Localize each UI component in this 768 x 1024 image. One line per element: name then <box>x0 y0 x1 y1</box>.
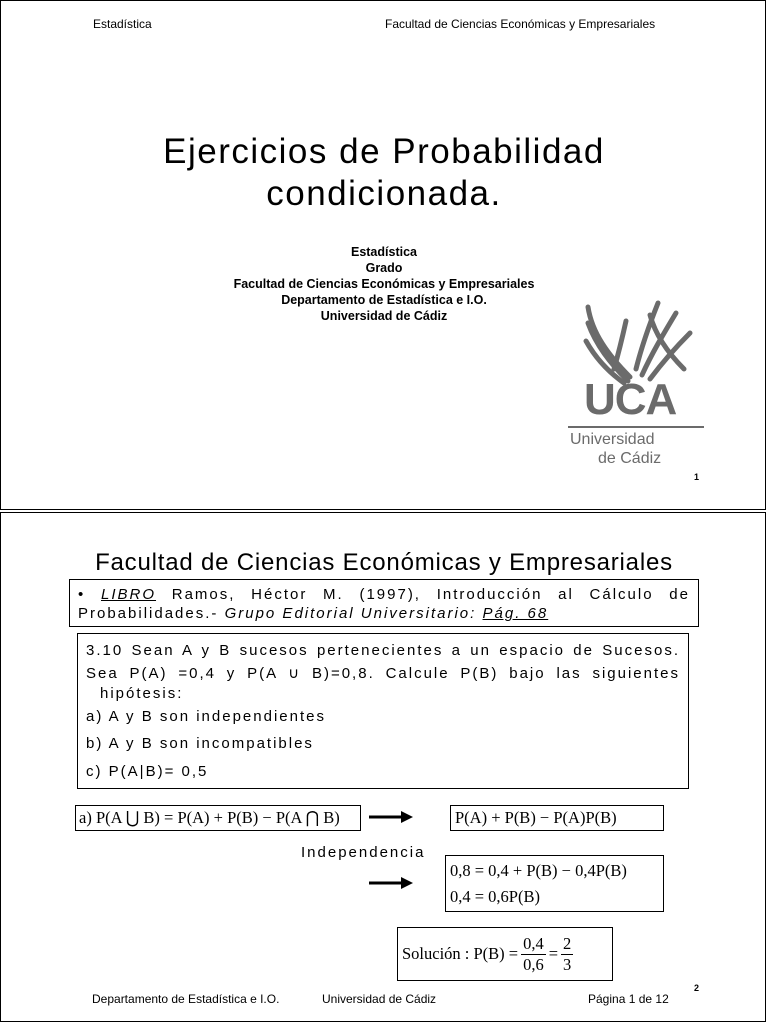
book-text: Ramos, Héctor M. (1997), Introducción al Cálculo de <box>156 586 690 603</box>
footer-page: Página 1 de 12 <box>588 992 669 1006</box>
header-right: Facultad de Ciencias Económicas y Empresariales <box>385 17 656 31</box>
slide-1 <box>0 0 766 510</box>
slide-title-line2: condicionada. <box>266 174 502 213</box>
slide-title: Facultad de Ciencias Económicas y Empresariales <box>95 549 673 576</box>
problem-line: hipótesis: <box>100 685 184 702</box>
book-reference <box>69 579 699 627</box>
fraction <box>521 934 546 975</box>
problem-item-b: b) A y B son incompatibles <box>86 735 314 752</box>
arrow-right-icon <box>367 875 415 891</box>
book-label: LIBRO <box>101 586 157 603</box>
book-publisher: Grupo Editorial Universitario: <box>224 605 477 622</box>
uca-acronym: UCA <box>584 375 677 424</box>
equation-box <box>445 855 664 912</box>
problem-item-c: c) P(A|B)= 0,5 <box>86 763 209 780</box>
uca-logo <box>566 299 706 471</box>
problem-line: Sea P(A) =0,4 y P(A ∪ B)=0,8. Calcule P(B) bajo las siguientes <box>86 665 680 682</box>
problem-statement <box>77 633 689 789</box>
book-page: Pág. 68 <box>482 605 549 622</box>
arrow-right-icon <box>367 809 415 825</box>
equation-line-1: 0,8 = 0,4 + P(B) − 0,4P(B) <box>450 861 627 880</box>
formula-independence: P(A) + P(B) − P(A)P(B) <box>450 805 664 831</box>
subtitle-line: Estadística <box>350 245 417 259</box>
page-number: 1 <box>694 472 700 482</box>
problem-item-a: a) A y B son independientes <box>86 708 326 725</box>
header-left: Estadística <box>93 17 152 31</box>
uca-emblem-icon <box>566 299 706 387</box>
equals-sign: = <box>548 944 559 963</box>
uca-name-line1: Universidad <box>570 431 655 448</box>
problem-line: 3.10 Sean A y B sucesos pertenecientes a un espacio de Sucesos. <box>86 642 680 659</box>
footer-department: Departamento de Estadística e I.O. <box>92 992 280 1006</box>
formula-union: a) P(A ⋃ B) = P(A) + P(B) − P(A ⋂ B) <box>75 805 361 831</box>
solution-label: Solución : P(B) = <box>402 944 519 963</box>
fraction-denominator: 0,6 <box>523 954 544 974</box>
subtitle-line: Departamento de Estadística e I.O. <box>281 293 487 307</box>
subtitle-line: Grado <box>365 261 403 275</box>
fraction-numerator: 2 <box>563 933 572 953</box>
fraction-numerator: 0,4 <box>523 933 544 953</box>
fraction <box>561 934 573 975</box>
bullet: • <box>78 586 86 603</box>
book-text: Probabilidades.- <box>78 605 225 622</box>
solution-box <box>397 927 613 981</box>
subtitle-line: Facultad de Ciencias Económicas y Empresariales <box>233 277 535 291</box>
equation-line-2: 0,4 = 0,6P(B) <box>450 887 540 906</box>
slide-title-line1: Ejercicios de Probabilidad <box>163 132 605 171</box>
page-number: 2 <box>694 983 700 993</box>
subtitle-line: Universidad de Cádiz <box>320 309 448 323</box>
fraction-denominator: 3 <box>563 954 572 974</box>
independencia-label: Independencia <box>301 844 426 861</box>
uca-name-line2: de Cádiz <box>598 450 662 467</box>
slide-2 <box>0 512 766 1022</box>
uca-divider <box>568 426 704 428</box>
slide-title <box>1 131 767 215</box>
footer-university: Universidad de Cádiz <box>322 992 437 1006</box>
